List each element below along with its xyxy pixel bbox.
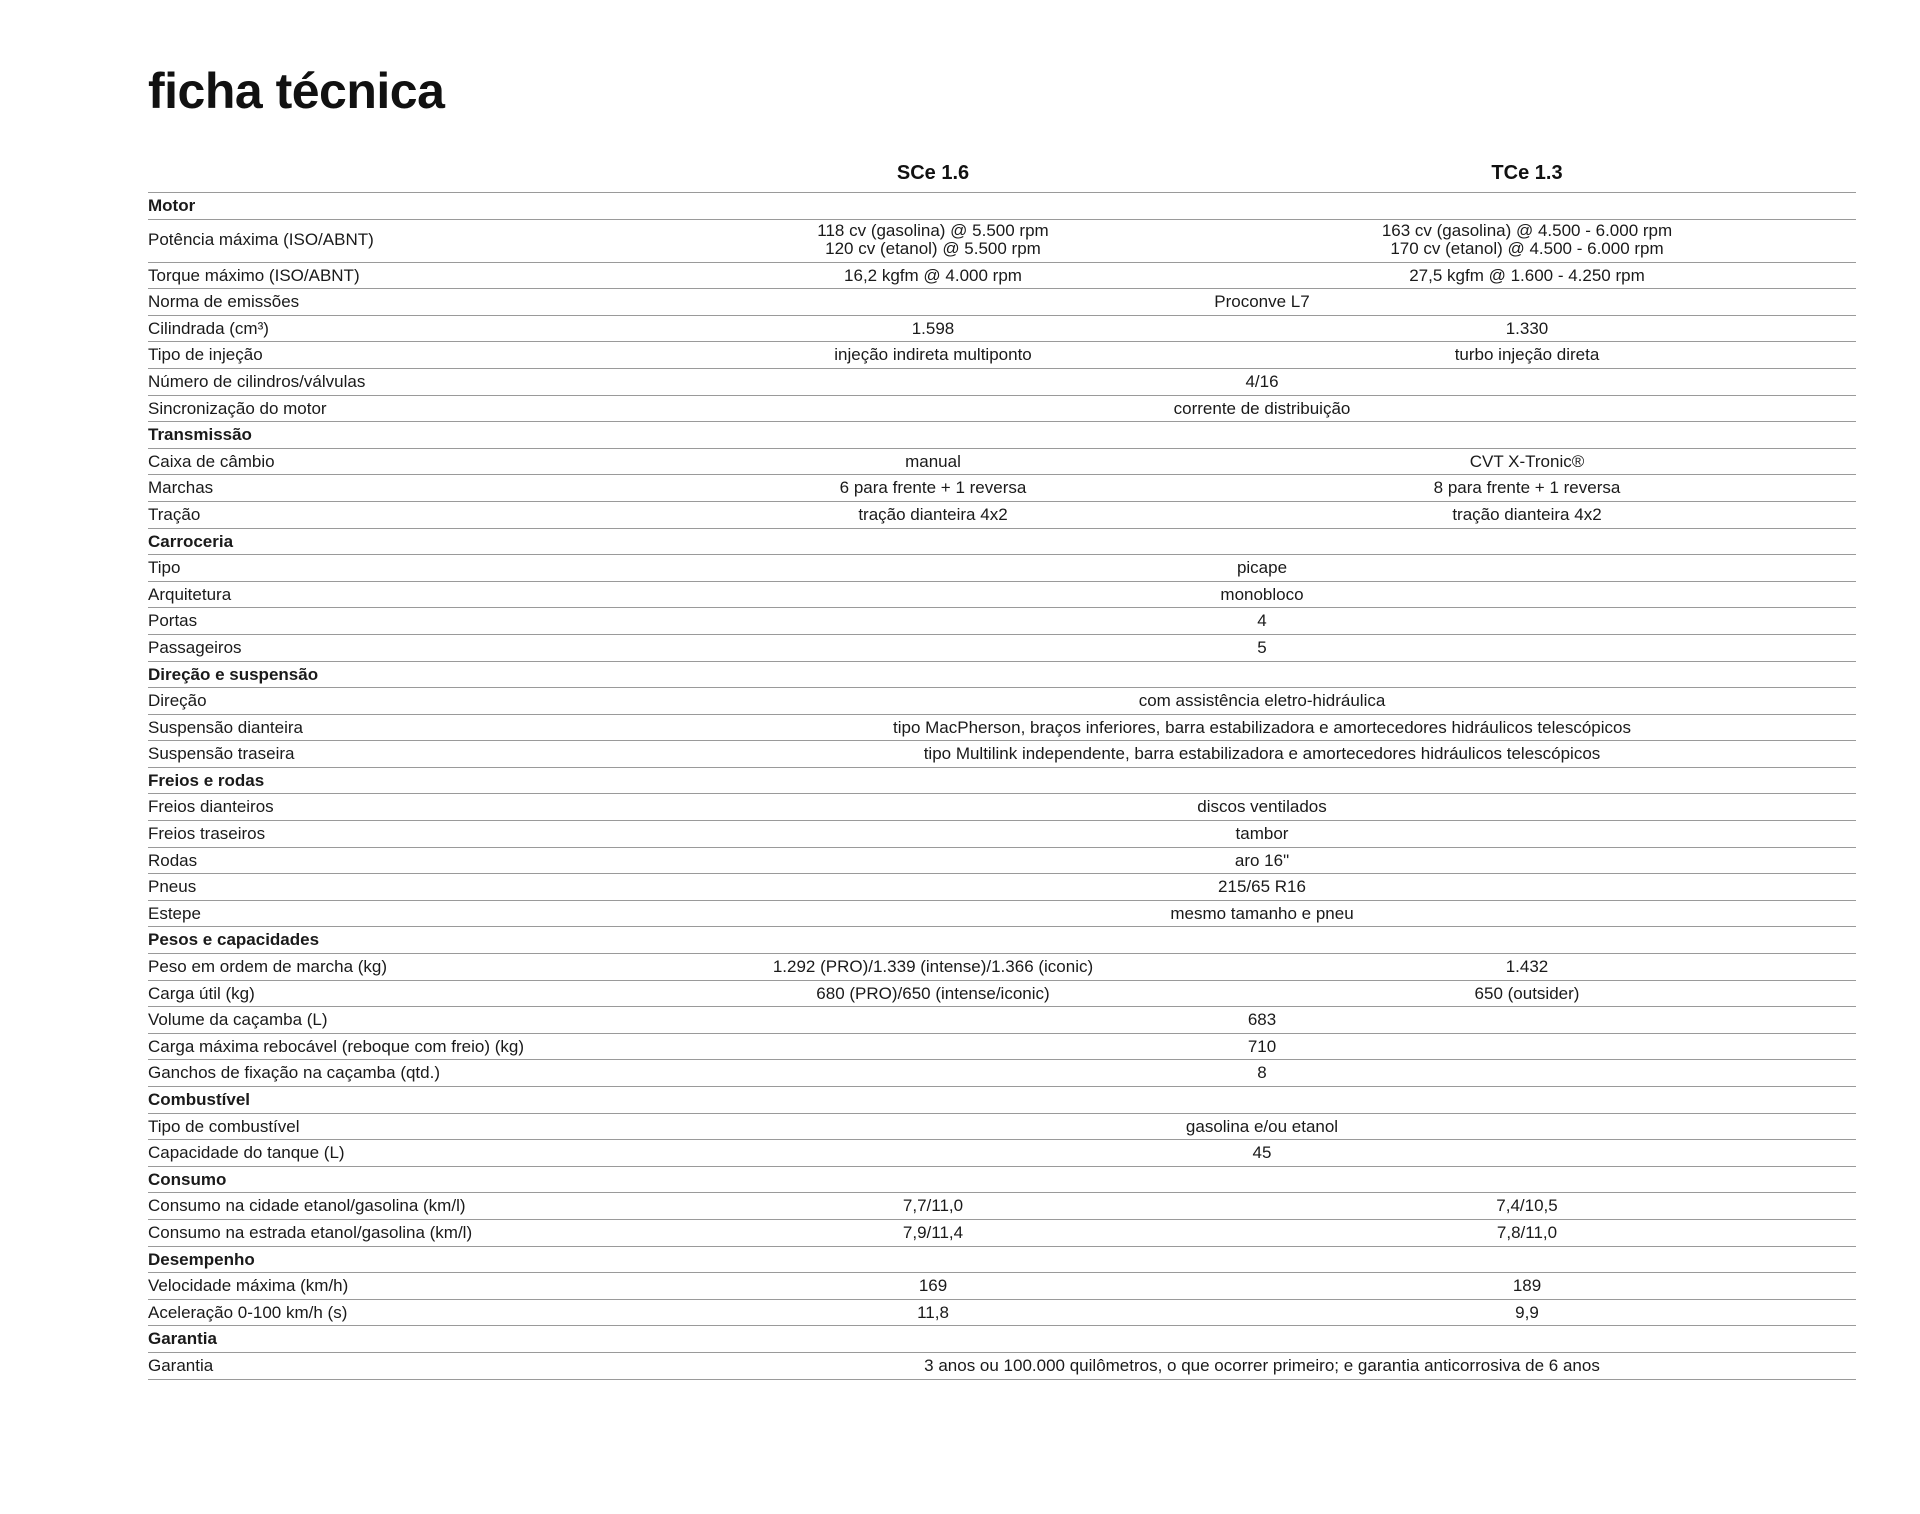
spec-label: Carga máxima rebocável (reboque com freio) (kg) <box>148 1036 525 1056</box>
spec-value-shared: 4/16 <box>1245 371 1279 391</box>
spec-label: Tipo de combustível <box>148 1116 300 1136</box>
spec-value-shared: aro 16" <box>1234 850 1290 870</box>
spec-label: Potência máxima (ISO/ABNT) <box>148 229 374 249</box>
spec-row <box>148 1060 1856 1087</box>
spec-value-shared: corrente de distribuição <box>1173 398 1351 418</box>
spec-row <box>148 901 1856 928</box>
spec-value-sce: 1.292 (PRO)/1.339 (intense)/1.366 (iconic) <box>772 957 1094 977</box>
spec-label: Consumo na cidade etanol/gasolina (km/l) <box>148 1196 466 1216</box>
spec-value-shared: gasolina e/ou etanol <box>1185 1116 1339 1136</box>
spec-row <box>148 608 1856 635</box>
spec-row <box>148 449 1856 476</box>
section-header <box>148 1087 1856 1114</box>
spec-value-shared: monobloco <box>1220 584 1304 604</box>
spec-value-tce <box>1198 222 1856 259</box>
spec-value-shared: 4 <box>1257 611 1267 631</box>
spec-label: Cilindrada (cm³) <box>148 318 269 338</box>
spec-row <box>148 954 1856 981</box>
spec-row <box>148 1034 1856 1061</box>
spec-row <box>148 1300 1856 1327</box>
spec-value-shared: 3 anos ou 100.000 quilômetros, o que ocorrer primeiro; e garantia anticorrosiva de 6 anos <box>924 1355 1600 1375</box>
spec-row <box>148 502 1856 529</box>
section-header <box>148 662 1856 689</box>
spec-row <box>148 316 1856 343</box>
spec-label: Estepe <box>148 903 201 923</box>
section-header <box>148 1247 1856 1274</box>
spec-value-sce: 16,2 kgfm @ 4.000 rpm <box>844 265 1022 285</box>
spec-row <box>148 794 1856 821</box>
spec-label: Consumo na estrada etanol/gasolina (km/l) <box>148 1222 473 1242</box>
spec-value-tce: 650 (outsider) <box>1474 983 1580 1003</box>
spec-value-sce: 1.598 <box>911 318 955 338</box>
spec-label: Tração <box>148 504 201 524</box>
spec-row <box>148 396 1856 423</box>
section-header <box>148 1167 1856 1194</box>
spec-label: Número de cilindros/válvulas <box>148 371 366 391</box>
spec-row <box>148 289 1856 316</box>
spec-row <box>148 1193 1856 1220</box>
spec-label: Marchas <box>148 478 214 498</box>
spec-value-shared: 710 <box>1247 1036 1277 1056</box>
spec-row <box>148 1140 1856 1167</box>
spec-row <box>148 1353 1856 1380</box>
section-title: Pesos e capacidades <box>148 930 320 950</box>
spec-value-sce <box>668 222 1198 259</box>
spec-row <box>148 715 1856 742</box>
spec-label: Freios dianteiros <box>148 797 274 817</box>
spec-row <box>148 475 1856 502</box>
spec-value-tce: 7,4/10,5 <box>1496 1196 1558 1216</box>
spec-label: Ganchos de fixação na caçamba (qtd.) <box>148 1063 440 1083</box>
spec-value-sce: tração dianteira 4x2 <box>858 504 1008 524</box>
section-title: Combustível <box>148 1090 251 1109</box>
spec-label: Direção <box>148 691 207 711</box>
spec-value-tce: 1.432 <box>1505 957 1549 977</box>
spec-label: Suspensão dianteira <box>148 717 304 737</box>
spec-value-tce: 7,8/11,0 <box>1496 1222 1558 1242</box>
section-title: Freios e rodas <box>148 770 265 790</box>
spec-value-line: 120 cv (etanol) @ 5.500 rpm <box>825 239 1041 259</box>
spec-value-shared: tipo Multilink independente, barra estabilizadora e amortecedores hidráulicos telescópicos <box>923 744 1601 764</box>
section-header <box>148 422 1856 449</box>
spec-value-shared: 683 <box>1247 1010 1277 1030</box>
spec-label: Garantia <box>148 1355 214 1375</box>
spec-row <box>148 688 1856 715</box>
spec-row <box>148 1273 1856 1300</box>
spec-label: Norma de emissões <box>148 292 300 312</box>
spec-table <box>148 193 1856 1380</box>
spec-label: Peso em ordem de marcha (kg) <box>148 957 388 977</box>
spec-label: Torque máximo (ISO/ABNT) <box>148 265 360 285</box>
section-header <box>148 1326 1856 1353</box>
spec-row <box>148 741 1856 768</box>
section-header <box>148 193 1856 220</box>
section-title: Consumo <box>148 1169 227 1189</box>
spec-row <box>148 821 1856 848</box>
spec-value-shared: com assistência eletro-hidráulica <box>1138 691 1386 711</box>
spec-label: Tipo <box>148 558 181 578</box>
spec-value-shared: tipo MacPherson, braços inferiores, barra estabilizadora e amortecedores hidráulicos telescópicos <box>893 717 1631 737</box>
section-title: Garantia <box>148 1329 217 1349</box>
spec-value-tce: tração dianteira 4x2 <box>1452 504 1602 524</box>
spec-row <box>148 874 1856 901</box>
spec-value-sce: 680 (PRO)/650 (intense/iconic) <box>816 983 1050 1003</box>
spec-label: Velocidade máxima (km/h) <box>148 1276 349 1296</box>
spec-row <box>148 263 1856 290</box>
spec-value-shared: tambor <box>1235 824 1289 844</box>
spec-label: Pneus <box>148 877 197 897</box>
spec-value-sce: 169 <box>918 1276 948 1296</box>
spec-value-tce: 27,5 kgfm @ 1.600 - 4.250 rpm <box>1409 265 1645 285</box>
spec-label: Capacidade do tanque (L) <box>148 1143 345 1163</box>
page-title: ficha técnica <box>148 63 445 119</box>
spec-label: Volume da caçamba (L) <box>148 1010 328 1030</box>
spec-value-shared: 215/65 R16 <box>1218 877 1306 897</box>
spec-value-line: 170 cv (etanol) @ 4.500 - 6.000 rpm <box>1390 239 1664 259</box>
section-title: Carroceria <box>148 531 234 551</box>
section-title: Motor <box>148 196 196 215</box>
spec-row <box>148 555 1856 582</box>
spec-value-sce: manual <box>905 451 961 471</box>
spec-row <box>148 848 1856 875</box>
spec-value-shared: 45 <box>1252 1143 1272 1163</box>
spec-label: Rodas <box>148 850 198 870</box>
spec-value-line: 118 cv (gasolina) @ 5.500 rpm <box>817 220 1049 240</box>
spec-label: Suspensão traseira <box>148 744 295 764</box>
section-title: Direção e suspensão <box>148 664 319 684</box>
spec-label: Carga útil (kg) <box>148 983 255 1003</box>
spec-row <box>148 342 1856 369</box>
spec-row <box>148 1220 1856 1247</box>
column-header-sce: SCe 1.6 <box>896 162 970 184</box>
spec-value-shared: discos ventilados <box>1197 797 1327 817</box>
spec-value-tce: 9,9 <box>1515 1302 1539 1322</box>
spec-value-sce: 7,9/11,4 <box>902 1222 964 1242</box>
spec-row <box>148 981 1856 1008</box>
spec-label: Passageiros <box>148 637 242 657</box>
spec-value-sce: 6 para frente + 1 reversa <box>839 478 1027 498</box>
spec-label: Aceleração 0-100 km/h (s) <box>148 1302 348 1322</box>
spec-value-tce: CVT X-Tronic® <box>1469 451 1585 471</box>
spec-label: Portas <box>148 611 198 631</box>
section-header <box>148 927 1856 954</box>
spec-row <box>148 582 1856 609</box>
spec-row <box>148 635 1856 662</box>
spec-label: Arquitetura <box>148 584 232 604</box>
column-headers <box>148 156 1856 193</box>
spec-value-tce: 8 para frente + 1 reversa <box>1433 478 1621 498</box>
spec-label: Sincronização do motor <box>148 398 327 418</box>
spec-row <box>148 1007 1856 1034</box>
section-header <box>148 529 1856 556</box>
spec-value-tce: 189 <box>1512 1276 1542 1296</box>
section-title: Transmissão <box>148 425 252 445</box>
spec-value-sce: injeção indireta multiponto <box>834 345 1032 365</box>
spec-value-sce: 11,8 <box>917 1302 949 1322</box>
spec-value-line: 163 cv (gasolina) @ 4.500 - 6.000 rpm <box>1381 220 1673 240</box>
spec-value-shared: 5 <box>1257 637 1267 657</box>
section-header <box>148 768 1856 795</box>
spec-row <box>148 1114 1856 1141</box>
spec-value-tce: turbo injeção direta <box>1454 345 1600 365</box>
spec-row <box>148 220 1856 263</box>
spec-value-shared: 8 <box>1257 1063 1267 1083</box>
spec-value-shared: Proconve L7 <box>1214 292 1310 312</box>
spec-value-tce: 1.330 <box>1505 318 1549 338</box>
spec-label: Freios traseiros <box>148 824 266 844</box>
spec-value-shared: mesmo tamanho e pneu <box>1170 903 1354 923</box>
spec-label: Caixa de câmbio <box>148 451 275 471</box>
spec-label: Tipo de injeção <box>148 345 263 365</box>
spec-value-sce: 7,7/11,0 <box>902 1196 964 1216</box>
spec-value-shared: picape <box>1236 558 1288 578</box>
spec-row <box>148 369 1856 396</box>
section-title: Desempenho <box>148 1249 255 1269</box>
column-header-tce: TCe 1.3 <box>1491 162 1563 184</box>
